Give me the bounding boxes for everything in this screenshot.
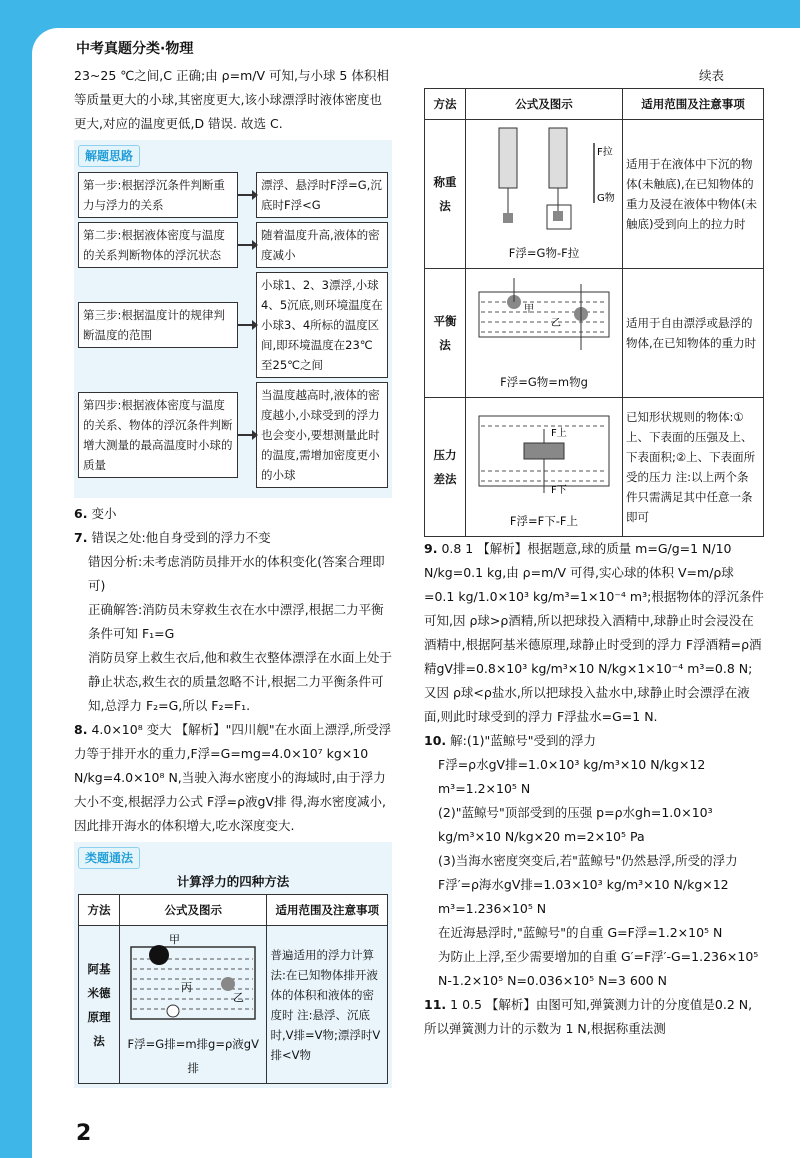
answer-9: 9. 0.8 1 【解析】根据题意,球的质量 m=G/g=1 N/10 N/kg=0.1 kg,由 ρ=m/V 可得,实心球的体积 V=m/ρ球=0.1 kg/1.0×10³ kg/m³=1×10⁻⁴ m³;根据物体的浮沉条件可知,因 ρ球>ρ酒精,所以把球投入酒精中,球静止时会浸没在酒精中,根据阿基米德原理,球静止时受到的浮力 F浮酒精=ρ酒精gV排=0.8×10³ kg/m³×10 N/kg×1×10⁻⁴ m³=0.8 N;又因 ρ球<ρ盐水,所以把球投入盐水中,球静止时会漂浮在液面,则此时球受到的浮力 F浮盐水=G=1 N. (424, 541, 764, 724)
svg-text:乙: 乙 (551, 318, 561, 329)
arrow-icon (238, 434, 256, 436)
svg-text:F拉: F拉 (597, 147, 613, 158)
step-3-box: 第三步:根据温度计的规律判断温度的范围 (78, 302, 238, 348)
pressure-figure (466, 398, 623, 537)
page (32, 28, 800, 1158)
left-column (74, 64, 392, 1092)
label-yi: 乙 (233, 991, 245, 1004)
section-tag-analysis: 解题思路 (78, 145, 140, 167)
flow-step-2 (78, 222, 388, 268)
floating-bodies-icon (469, 272, 619, 362)
table-title: 计算浮力的四种方法 (176, 874, 290, 889)
step-3-result: 小球1、2、3漂浮,小球4、5沉底,则环境温度在小球3、4所标的温度区间,即环境温度在23℃至25℃之间 (256, 272, 388, 378)
weighing-figure (466, 120, 623, 269)
pressure-formula: F浮=F下-F上 (509, 514, 579, 528)
step-1-box: 第一步:根据浮沉条件判断重力与浮力的关系 (78, 172, 238, 218)
answer-8: 8. 4.0×10⁸ 变大 【解析】"四川舰"在水面上漂浮,所受浮力等于排开水的重力,F浮=G=mg=4.0×10⁷ kg×10 N/kg=4.0×10⁸ N,当驶入海水密度小的海域时,由于浮力大小不变,根据浮力公式 F浮=ρ液gV排 得,海水密度减小,因此排开海水的体积增大,吃水深度变大. (74, 722, 392, 833)
page-number: 2 (76, 1121, 92, 1146)
svg-text:G物: G物 (597, 193, 615, 204)
arrow-icon (238, 194, 256, 196)
arrow-icon (238, 244, 256, 246)
section-tag-methods: 类题通法 (78, 847, 140, 869)
beaker-diagram-icon (123, 929, 263, 1024)
step-4-result: 当温度越高时,液体的密度越小,小球受到的浮力也会变小,要想测量此时的温度,需增加密度更小的小球 (256, 382, 388, 488)
col-scope: 适用范围及注意事项 (267, 895, 388, 926)
weighing-formula: F浮=G物-F拉 (508, 246, 580, 260)
step-1-result: 漂浮、悬浮时F浮=G,沉底时F浮<G (256, 172, 388, 218)
flow-step-3 (78, 272, 388, 378)
step-2-box: 第二步:根据液体密度与温度的关系判断物体的浮沉状态 (78, 222, 238, 268)
answer-7-reason: 错因分析:未考虑消防员排开水的体积变化(答案合理即可) (88, 554, 385, 593)
analysis-section (74, 140, 392, 498)
running-header: 中考真题分类·物理 (76, 41, 194, 57)
archimedes-figure (120, 926, 267, 1084)
col-formula: 公式及图示 (120, 895, 267, 926)
svg-text:甲: 甲 (524, 304, 534, 315)
svg-text:F上: F上 (551, 428, 567, 439)
balance-scope: 适用于自由漂浮或悬浮的物体,在已知物体的重力时 (623, 269, 764, 398)
answer-7: 7. 错误之处:他自身受到的浮力不变 (74, 530, 271, 545)
method-balance: 平衡法 (425, 269, 466, 398)
archimedes-scope: 普遍适用的浮力计算法:在已知物体排开液体的体积和液体的密度时 注:悬浮、沉底时,V排=V物;漂浮时V排<V物 (267, 926, 388, 1084)
answer-6: 6. 变小 (74, 506, 117, 521)
balance-formula: F浮=G物=m物g (500, 375, 588, 389)
spring-scale-icon (469, 123, 619, 233)
flow-step-1 (78, 172, 388, 218)
method-pressure: 压力差法 (425, 398, 466, 537)
method-weighing: 称重法 (425, 120, 466, 269)
step-4-box: 第四步:根据液体密度与温度的关系、物体的浮沉条件判断增大测量的最高温度时小球的质量 (78, 392, 238, 478)
balance-figure (466, 269, 623, 398)
pressure-scope: 已知形状规则的物体:①上、下表面的压强及上、下表面积;②上、下表面所受的压力 注:以上两个条件只需满足其中任意一条即可 (623, 398, 764, 537)
answer-11: 11. 1 0.5 【解析】由图可知,弹簧测力计的分度值是0.2 N,所以弹簧测力计的示数为 1 N,根据称重法测 (424, 997, 753, 1036)
step-2-result: 随着温度升高,液体的密度减小 (256, 222, 388, 268)
answer-7-correct: 正确解答:消防员未穿救生衣在水中漂浮,根据二力平衡条件可知 F₁=G (88, 602, 384, 641)
arrow-icon (238, 324, 256, 326)
continued-label: 续表 (698, 68, 724, 83)
label-jia: 甲 (169, 933, 181, 946)
archimedes-formula: F浮=G排=m排g=ρ液gV排 (127, 1037, 259, 1075)
answer-7-extra: 消防员穿上救生衣后,他和救生衣整体漂浮在水面上处于静止状态,救生衣的质量忽略不计,根据二力平衡条件可知,总浮力 F₂=G,所以 F₂=F₁. (88, 650, 392, 713)
methods-table-part2: 方法 公式及图示 适用范围及注意事项 称重法 F拉 G物 F浮=G物-F拉 适用于在液体中下沉的物体(未触底),在已知物体的重力及浸在液体中物体(未触底)受到向上的拉力时 平衡法 甲 乙 F浮=G物=m物g 适用于自由漂浮或悬浮的物体,在已知物体的重力时 压力差法 F上 F下 F浮=F下-F上 已知形状规则的物体:①上、下表面的压强及上、下表面积;②上、下表面所受的压力 注:以上两个条件只需满足其中任意一条即可 (424, 88, 764, 537)
label-bing: 丙 (181, 981, 193, 994)
submerged-block-icon (469, 401, 619, 501)
answer-10: 10. 解:(1)"蓝鲸号"受到的浮力 (424, 733, 597, 748)
intro-paragraph: 23~25 ℃之间,C 正确;由 ρ=m/V 可知,与小球 5 体积相等质量更大的小球,其密度更大,该小球漂浮时液体密度也更大,对应的温度更低,D 错误. 故选 C. (74, 68, 389, 131)
col-method: 方法 (79, 895, 120, 926)
flow-step-4 (78, 382, 388, 488)
method-archimedes: 阿基米德原理法 (79, 926, 120, 1084)
weighing-scope: 适用于在液体中下沉的物体(未触底),在已知物体的重力及浸在液体中物体(未触底)受到向上的拉力时 (623, 120, 764, 269)
right-column: 续表 方法 公式及图示 适用范围及注意事项 称重法 F拉 G物 F浮=G物-F拉 适用于在液体中下沉的物体(未触底),在已知物体的重力及浸在液体中物体(未触底)受到向上的拉力时 平衡法 甲 乙 F浮=G物=m物g 适用于自由漂浮或悬浮的物体,在已知物体的重力时 压力差法 F上 F下 F浮=F下-F上 已知形状规则的物体:①上、下表面的压强及上、下表面积;②上、下表面所受的压力 注:以上两个条件只需满足其中任意一条即可 9. 0.8 1 【解析】根据题意,球的质量 m=G/g=1 N/10 N/kg=0.1 kg,由 ρ=m/V 可得,实心球的体积 V=m/ρ球=0.1 kg/1.0×10³ kg/m³=1×10⁻⁴ m³;根据物体的浮沉条件可知,因 ρ球>ρ酒精,所以把球投入酒精中,球静止时会浸没在酒精中,根据阿基米德原理,球静止时受到的浮力 F浮酒精=ρ酒精gV排=0.8×10³ kg/m³×10 N/kg×1×10⁻⁴ m³=0.8 N;又因 ρ球<ρ盐水,所以把球投入盐水中,球静止时会漂浮在液面,则此时球受到的浮力 F浮盐水=G=1 N. 10. 解:(1)"蓝鲸号"受到的浮力 F浮=ρ水gV排=1.0×10³ kg/m³×10 N/kg×12 m³=1.2×10⁵ N (2)"蓝鲸号"顶部受到的压强 p=ρ水gh=1.0×10³ kg/m³×10 N/kg×20 m=2×10⁵ Pa (3)当海水密度突变后,若"蓝鲸号"仍然悬浮,所受的浮力 F浮′=ρ海水gV排=1.03×10³ kg/m³×10 N/kg×12 m³=1.236×10⁵ N 在近海悬浮时,"蓝鲸号"的自重 G=F浮=1.2×10⁵ N 为防止上浮,至少需要增加的自重 G′=F浮′-G=1.236×10⁵ N-1.2×10⁵ N=0.036×10⁵ N=3 600 N 11. 1 0.5 【解析】由图可知,弹簧测力计的分度值是0.2 N,所以弹簧测力计的示数为 1 N,根据称重法测 (424, 64, 764, 1041)
methods-table-part1 (78, 894, 388, 1084)
svg-text:F下: F下 (551, 485, 567, 496)
methods-section (74, 842, 392, 1088)
